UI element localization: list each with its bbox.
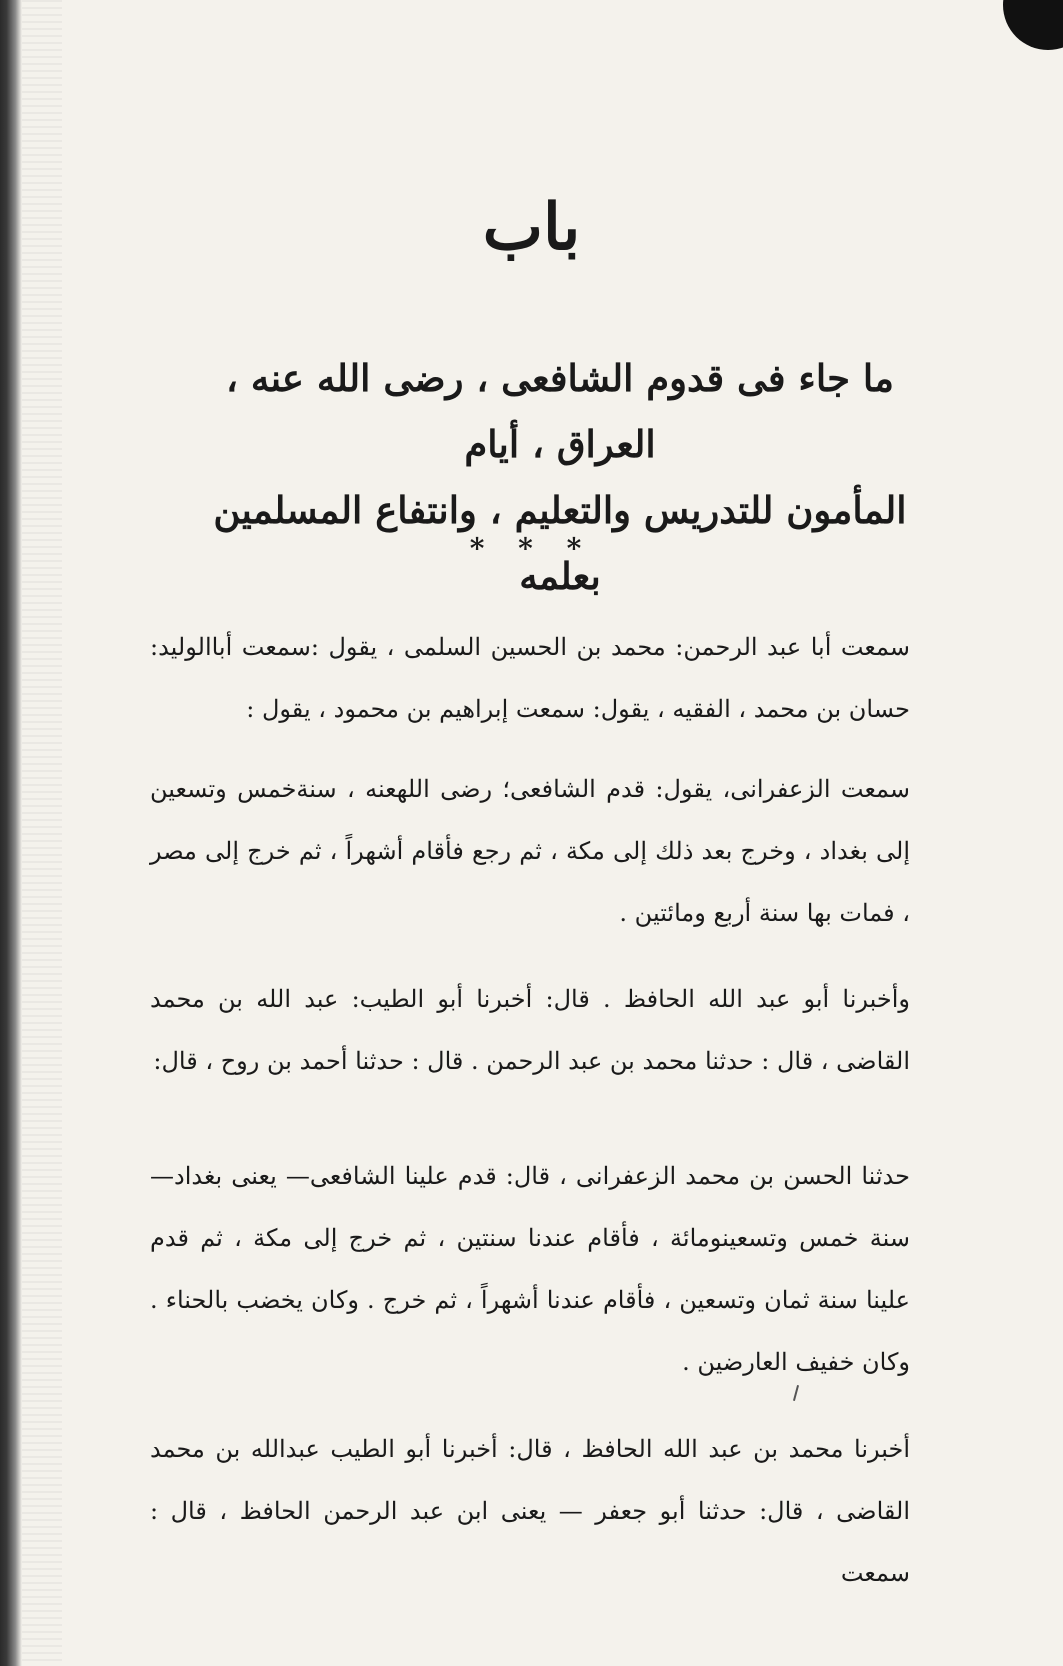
chapter-heading: باب [482, 190, 581, 265]
paragraph-2 [150, 758, 910, 944]
paragraph-4 [150, 1145, 910, 1393]
subtitle-line-1: ما جاء فى قدوم الشافعى ، رضى الله عنه ، العراق ، أيام [226, 356, 894, 466]
paragraph-3 [150, 968, 910, 1092]
section-separator: * * * [469, 532, 594, 565]
scan-corner-shadow [1003, 0, 1063, 50]
paragraph-text: سمعت أبا عبد الرحمن: محمد بن الحسين السلمى ، يقول :سمعت أباالوليد: حسان بن محمد ، الفقيه ، يقول: سمعت إبراهيم بن محمود ، يقول : [150, 633, 910, 723]
paragraph-text: أخبرنا محمد بن عبد الله الحافظ ، قال: أخبرنا أبو الطيب عبدالله بن محمد القاضى ، قال: حدثنا أبو جعفر — يعنى ابن عبد الرحمن الحافظ ، قال : سمعت [150, 1435, 910, 1587]
subtitle-line-2: المأمون للتدريس والتعليم ، وانتفاع المسلمين بعلمه [213, 488, 907, 598]
paragraph-text: سمعت الزعفرانى، يقول: قدم الشافعى؛ رضى اللهعنه ، سنةخمس وتسعين إلى بغداد ، وخرج بعد ذلك إلى مكة ، ثم رجع فأقام أشهراً ، ثم خرج إلى مصر ، فمات بها سنة أربع ومائتين . [150, 775, 910, 927]
paragraph-text: وأخبرنا أبو عبد الله الحافظ . قال: أخبرنا أبو الطيب: عبد الله بن محمد القاضى ، قال : حدثنا محمد بن عبد الرحمن . قال : حدثنا أحمد بن روح ، قال: [150, 985, 910, 1075]
paragraph-5 [150, 1418, 910, 1604]
paragraph-1 [150, 616, 910, 740]
paragraph-text: حدثنا الحسن بن محمد الزعفرانى ، قال: قدم علينا الشافعى— يعنى بغداد— سنة خمس وتسعينومائة ، فأقام عندنا سنتين ، ثم خرج إلى مكة ، ثم قدم علينا سنة ثمان وتسعين ، فأقام عندنا أشهراً ، ثم خرج . وكان يخضب بالحناء . وكان خفيف العارضين . [150, 1162, 910, 1376]
chapter-subtitle [200, 345, 920, 609]
